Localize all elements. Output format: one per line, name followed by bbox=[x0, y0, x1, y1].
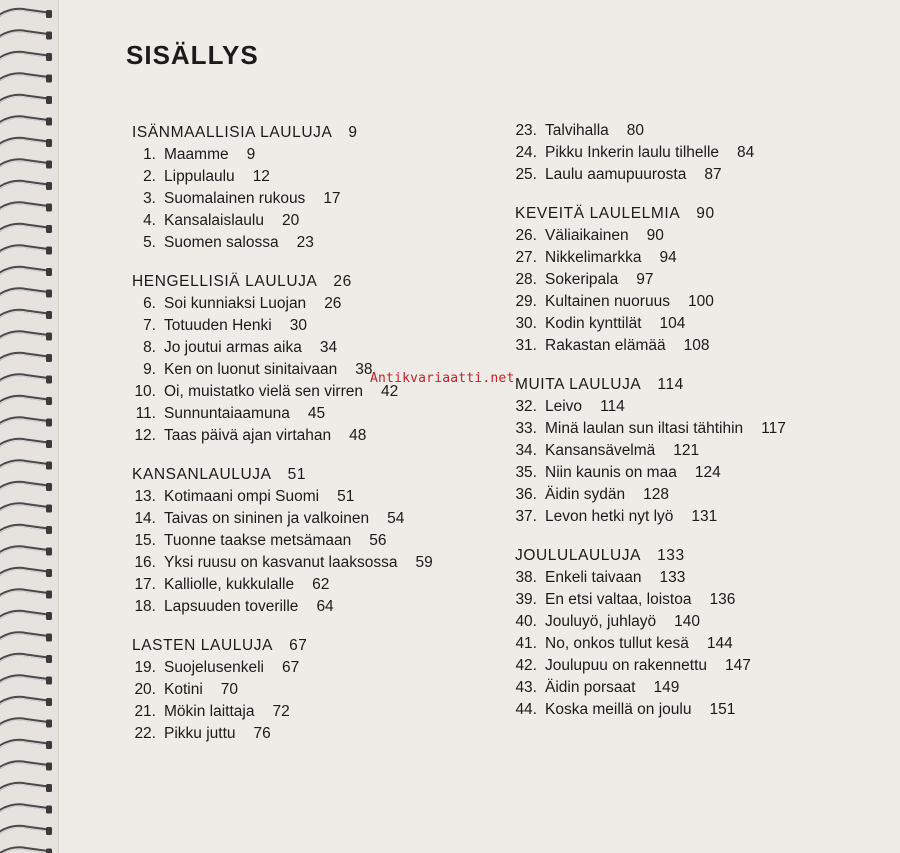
entry-number: 25. bbox=[515, 166, 537, 183]
toc-entry bbox=[132, 508, 512, 530]
entry-page: 64 bbox=[316, 598, 334, 615]
entry-number: 7. bbox=[143, 317, 156, 334]
toc-entry bbox=[515, 142, 900, 164]
entry-title: Leivo bbox=[545, 398, 583, 415]
entry-number: 44. bbox=[515, 701, 537, 718]
entry-page: 70 bbox=[220, 681, 239, 698]
spiral-coil bbox=[0, 31, 52, 40]
section-heading bbox=[515, 374, 900, 396]
toc-entry bbox=[515, 418, 900, 440]
watermark: Antikvariaatti.net bbox=[370, 371, 515, 386]
toc-entry bbox=[515, 611, 900, 633]
spiral-coil bbox=[0, 267, 52, 276]
spiral-coil bbox=[0, 95, 52, 104]
entry-page: 117 bbox=[761, 420, 786, 437]
toc-entry bbox=[132, 574, 512, 596]
entry-title: Minä laulan sun iltasi tähtihin bbox=[545, 420, 744, 437]
spiral-coil bbox=[0, 654, 52, 663]
entry-title: Pikku Inkerin laulu tilhelle bbox=[545, 144, 720, 161]
section-heading-page: 51 bbox=[287, 466, 307, 483]
entry-title: Lippulaulu bbox=[164, 168, 235, 185]
section-heading-page: 26 bbox=[333, 273, 352, 290]
toc-left-column bbox=[132, 122, 515, 762]
entry-page: 136 bbox=[709, 591, 736, 608]
entry-title: Soi kunniaksi Luojan bbox=[164, 295, 307, 312]
spiral-coil bbox=[0, 224, 52, 233]
toc-entry bbox=[132, 679, 512, 701]
entry-number: 16. bbox=[134, 554, 156, 571]
spiral-coil bbox=[0, 848, 52, 853]
entry-page: 104 bbox=[659, 315, 686, 332]
entry-page: 17 bbox=[323, 190, 341, 207]
toc-entry bbox=[132, 723, 512, 745]
toc-entry bbox=[132, 315, 512, 337]
entry-title: Pikku juttu bbox=[164, 725, 236, 742]
entry-number: 41. bbox=[515, 635, 537, 652]
entry-page: 147 bbox=[725, 657, 751, 674]
section-heading-text: ISÄNMAALLISIA LAULUJA bbox=[132, 124, 333, 141]
entry-title: Rakastan elämää bbox=[545, 337, 666, 354]
toc-section bbox=[132, 271, 515, 447]
entry-number: 24. bbox=[515, 144, 537, 161]
spiral-coil bbox=[0, 74, 52, 83]
entry-number: 13. bbox=[134, 488, 156, 505]
toc-section bbox=[515, 545, 900, 721]
toc-section bbox=[132, 122, 512, 254]
entry-page: 38 bbox=[355, 361, 373, 378]
section-heading-text: KANSANLAULUJA bbox=[132, 466, 272, 483]
section-heading bbox=[515, 203, 900, 225]
toc-entry bbox=[132, 144, 512, 166]
spiral-binding bbox=[0, 0, 59, 853]
spiral-coil bbox=[0, 740, 52, 749]
entry-title: Tuonne taakse metsämaan bbox=[164, 532, 352, 549]
entry-page: 56 bbox=[369, 532, 387, 549]
toc-entry bbox=[515, 484, 900, 506]
toc-entry bbox=[132, 293, 512, 315]
section-heading bbox=[132, 464, 512, 486]
entry-title: Laulu aamupuurosta bbox=[545, 166, 687, 183]
entry-title: Kalliolle, kukkulalle bbox=[164, 576, 295, 593]
toc-entry bbox=[132, 188, 512, 210]
toc-entry bbox=[515, 699, 900, 721]
entry-page: 121 bbox=[673, 442, 700, 459]
spiral-coils bbox=[0, 0, 58, 853]
toc-entry bbox=[132, 210, 512, 232]
entry-page: 80 bbox=[626, 122, 645, 139]
spiral-coil bbox=[0, 117, 52, 126]
toc-entry bbox=[132, 596, 512, 618]
entry-number: 6. bbox=[143, 295, 156, 312]
entry-number: 14. bbox=[134, 510, 156, 527]
spiral-coil bbox=[0, 52, 52, 61]
toc-entry bbox=[515, 506, 900, 528]
entry-title: Totuuden Henki bbox=[164, 317, 272, 334]
entry-title: Sunnuntaiaamuna bbox=[164, 405, 290, 422]
toc-entry bbox=[515, 225, 900, 247]
spiral-coil bbox=[0, 203, 52, 212]
entry-title: Maamme bbox=[164, 146, 229, 163]
entry-page: 9 bbox=[246, 146, 256, 163]
entry-page: 94 bbox=[659, 249, 677, 266]
toc-entry bbox=[132, 425, 512, 447]
toc-entry bbox=[515, 313, 900, 335]
entry-title: Mökin laittaja bbox=[164, 703, 255, 720]
entry-title: Jouluyö, juhlayö bbox=[545, 613, 657, 630]
entry-page: 30 bbox=[289, 317, 307, 334]
toc-section bbox=[132, 635, 512, 745]
entry-title: Joulupuu on rakennettu bbox=[545, 657, 708, 674]
spiral-coil bbox=[0, 611, 52, 620]
entry-title: Kodin kynttilät bbox=[545, 315, 642, 332]
toc-entry bbox=[132, 337, 512, 359]
entry-number: 29. bbox=[515, 293, 537, 310]
entry-number: 42. bbox=[515, 657, 537, 674]
toc-entry bbox=[515, 335, 900, 357]
entry-page: 151 bbox=[709, 701, 736, 718]
entry-number: 39. bbox=[515, 591, 537, 608]
entry-page: 128 bbox=[643, 486, 670, 503]
toc-section bbox=[515, 203, 900, 357]
entry-page: 42 bbox=[381, 383, 399, 400]
toc-entry bbox=[132, 166, 512, 188]
entry-page: 124 bbox=[694, 464, 721, 481]
toc-entry bbox=[132, 486, 512, 508]
spiral-coil bbox=[0, 525, 52, 534]
spiral-coil bbox=[0, 504, 52, 513]
entry-title: En etsi valtaa, loistoa bbox=[545, 591, 692, 608]
entry-number: 43. bbox=[515, 679, 537, 696]
entry-page: 87 bbox=[704, 166, 722, 183]
toc-entry bbox=[132, 530, 512, 552]
entry-page: 23 bbox=[296, 234, 314, 251]
entry-number: 11. bbox=[135, 405, 156, 422]
toc-entry bbox=[132, 657, 512, 679]
section-heading-text: HENGELLISIÄ LAULUJA bbox=[132, 273, 318, 290]
toc-entry bbox=[515, 164, 900, 186]
spiral-coil bbox=[0, 719, 52, 728]
toc-entry bbox=[515, 677, 900, 699]
spiral-coil bbox=[0, 418, 52, 427]
entry-page: 48 bbox=[349, 427, 367, 444]
entry-title: Sokeripala bbox=[545, 271, 619, 288]
entry-number: 17. bbox=[134, 576, 156, 593]
entry-number: 8. bbox=[143, 339, 156, 356]
spiral-coil bbox=[0, 181, 52, 190]
toc-section bbox=[132, 464, 512, 618]
entry-number: 26. bbox=[515, 227, 537, 244]
spiral-coil bbox=[0, 762, 52, 771]
entry-title: Kansansävelmä bbox=[545, 442, 656, 459]
entry-number: 18. bbox=[134, 598, 156, 615]
toc-section bbox=[515, 120, 900, 186]
spiral-coil bbox=[0, 9, 52, 18]
entry-title: Taas päivä ajan virtahan bbox=[164, 427, 332, 444]
entry-number: 12. bbox=[134, 427, 156, 444]
spiral-coil bbox=[0, 375, 52, 384]
toc-entry bbox=[515, 440, 900, 462]
spiral-coil bbox=[0, 547, 52, 556]
entry-page: 51 bbox=[337, 488, 355, 505]
entry-title: Äidin sydän bbox=[545, 486, 626, 503]
entry-title: Kansalaislaulu bbox=[164, 212, 264, 229]
entry-page: 133 bbox=[659, 569, 686, 586]
spiral-coil bbox=[0, 697, 52, 706]
entry-number: 4. bbox=[143, 212, 156, 229]
spiral-coil bbox=[0, 289, 52, 298]
entry-number: 19. bbox=[134, 659, 156, 676]
entry-page: 67 bbox=[281, 659, 300, 676]
entry-title: Talvihalla bbox=[545, 122, 609, 139]
entry-page: 62 bbox=[312, 576, 330, 593]
toc-entry bbox=[515, 633, 900, 655]
entry-page: 90 bbox=[646, 227, 664, 244]
spiral-coil bbox=[0, 332, 52, 341]
entry-number: 10. bbox=[134, 383, 156, 400]
entry-title: Äidin porsaat bbox=[545, 679, 636, 696]
spiral-coil bbox=[0, 568, 52, 577]
entry-page: 26 bbox=[324, 295, 342, 312]
entry-page: 114 bbox=[600, 398, 625, 415]
entry-number: 31. bbox=[515, 337, 537, 354]
spiral-coil bbox=[0, 439, 52, 448]
toc-entry bbox=[132, 232, 512, 254]
section-heading bbox=[132, 122, 512, 144]
entry-page: 84 bbox=[737, 144, 755, 161]
section-heading-text: KEVEITÄ LAULELMIA bbox=[515, 205, 681, 222]
spiral-coil bbox=[0, 826, 52, 835]
spiral-coil bbox=[0, 783, 52, 792]
spiral-coil bbox=[0, 160, 52, 169]
entry-title: Suomalainen rukous bbox=[164, 190, 306, 207]
entry-title: Suomen salossa bbox=[164, 234, 279, 251]
entry-page: 97 bbox=[636, 271, 654, 288]
entry-title: Oi, muistatko vielä sen virren bbox=[164, 383, 363, 400]
entry-page: 54 bbox=[387, 510, 405, 527]
entry-page: 76 bbox=[253, 725, 271, 742]
entry-number: 28. bbox=[515, 271, 537, 288]
entry-title: No, onkos tullut kesä bbox=[545, 635, 689, 652]
spiral-coil bbox=[0, 633, 52, 642]
entry-number: 35. bbox=[515, 464, 537, 481]
entry-page: 12 bbox=[252, 168, 270, 185]
entry-title: Jo joutui armas aika bbox=[164, 339, 302, 356]
page-title: SISÄLLYS bbox=[126, 40, 259, 70]
entry-title: Taivas on sininen ja valkoinen bbox=[164, 510, 370, 527]
toc-entry bbox=[132, 552, 512, 574]
entry-number: 21. bbox=[134, 703, 156, 720]
entry-page: 140 bbox=[674, 613, 701, 630]
entry-title: Kultainen nuoruus bbox=[545, 293, 670, 310]
entry-number: 1. bbox=[143, 146, 156, 163]
toc-entry bbox=[515, 291, 900, 313]
spiral-coil bbox=[0, 590, 52, 599]
section-heading-text: JOULULAULUJA bbox=[515, 547, 642, 564]
entry-number: 38. bbox=[515, 569, 537, 586]
entry-number: 15. bbox=[134, 532, 156, 549]
spiral-coil bbox=[0, 246, 52, 255]
entry-title: Kotini bbox=[164, 681, 203, 698]
entry-number: 5. bbox=[143, 234, 156, 251]
toc-entry bbox=[132, 403, 512, 425]
entry-number: 40. bbox=[515, 613, 537, 630]
section-heading bbox=[132, 271, 512, 293]
section-heading-page: 133 bbox=[657, 547, 685, 564]
spiral-coil bbox=[0, 353, 52, 362]
section-heading-page: 9 bbox=[348, 124, 358, 141]
spiral-coil bbox=[0, 396, 52, 405]
spiral-coil bbox=[0, 138, 52, 147]
entry-number: 34. bbox=[515, 442, 537, 459]
entry-page: 131 bbox=[691, 508, 718, 525]
entry-title: Väliaikainen bbox=[545, 227, 629, 244]
entry-page: 20 bbox=[281, 212, 300, 229]
entry-title: Enkeli taivaan bbox=[545, 569, 642, 586]
spiral-coil bbox=[0, 461, 52, 470]
entry-title: Nikkelimarkka bbox=[545, 249, 642, 266]
entry-page: 45 bbox=[307, 405, 326, 422]
entry-title: Suojelusenkeli bbox=[164, 659, 264, 676]
spiral-coil bbox=[0, 805, 52, 814]
entry-title: Kotimaani ompi Suomi bbox=[164, 488, 320, 505]
entry-page: 59 bbox=[415, 554, 433, 571]
toc-right-column bbox=[515, 120, 900, 738]
section-heading-page: 114 bbox=[657, 376, 684, 393]
toc-section bbox=[515, 374, 900, 528]
entry-title: Ken on luonut sinitaivaan bbox=[164, 361, 338, 378]
entry-number: 30. bbox=[515, 315, 537, 332]
entry-page: 149 bbox=[653, 679, 680, 696]
entry-page: 100 bbox=[687, 293, 714, 310]
entry-page: 108 bbox=[683, 337, 710, 354]
entry-number: 2. bbox=[143, 168, 156, 185]
toc-entry bbox=[515, 462, 900, 484]
section-heading-page: 67 bbox=[289, 637, 308, 654]
toc-entry bbox=[132, 701, 512, 723]
toc-entry bbox=[515, 269, 900, 291]
spiral-coil bbox=[0, 482, 52, 491]
entry-title: Niin kaunis on maa bbox=[545, 464, 677, 481]
entry-number: 9. bbox=[143, 361, 156, 378]
entry-number: 27. bbox=[515, 249, 537, 266]
section-heading bbox=[515, 545, 900, 567]
section-heading-page: 90 bbox=[696, 205, 715, 222]
entry-title: Koska meillä on joulu bbox=[545, 701, 692, 718]
entry-number: 3. bbox=[143, 190, 156, 207]
toc-entry bbox=[515, 567, 900, 589]
entry-number: 36. bbox=[515, 486, 537, 503]
toc-entry bbox=[515, 396, 900, 418]
entry-number: 20. bbox=[134, 681, 156, 698]
entry-title: Lapsuuden toverille bbox=[164, 598, 299, 615]
entry-page: 72 bbox=[272, 703, 290, 720]
spiral-coil bbox=[0, 310, 52, 319]
toc-entry bbox=[515, 120, 900, 142]
toc-entry bbox=[515, 655, 900, 677]
entry-title: Levon hetki nyt lyö bbox=[545, 508, 674, 525]
toc-entry bbox=[515, 589, 900, 611]
entry-number: 33. bbox=[515, 420, 537, 437]
entry-number: 37. bbox=[515, 508, 537, 525]
entry-number: 22. bbox=[134, 725, 156, 742]
spiral-coil bbox=[0, 676, 52, 685]
entry-page: 34 bbox=[319, 339, 338, 356]
section-heading bbox=[132, 635, 512, 657]
entry-page: 144 bbox=[706, 635, 733, 652]
section-heading-text: MUITA LAULUJA bbox=[515, 376, 642, 393]
section-heading-text: LASTEN LAULUJA bbox=[132, 637, 274, 654]
toc-entry bbox=[515, 247, 900, 269]
entry-title: Yksi ruusu on kasvanut laaksossa bbox=[164, 554, 398, 571]
entry-number: 32. bbox=[515, 398, 537, 415]
entry-number: 23. bbox=[515, 122, 537, 139]
